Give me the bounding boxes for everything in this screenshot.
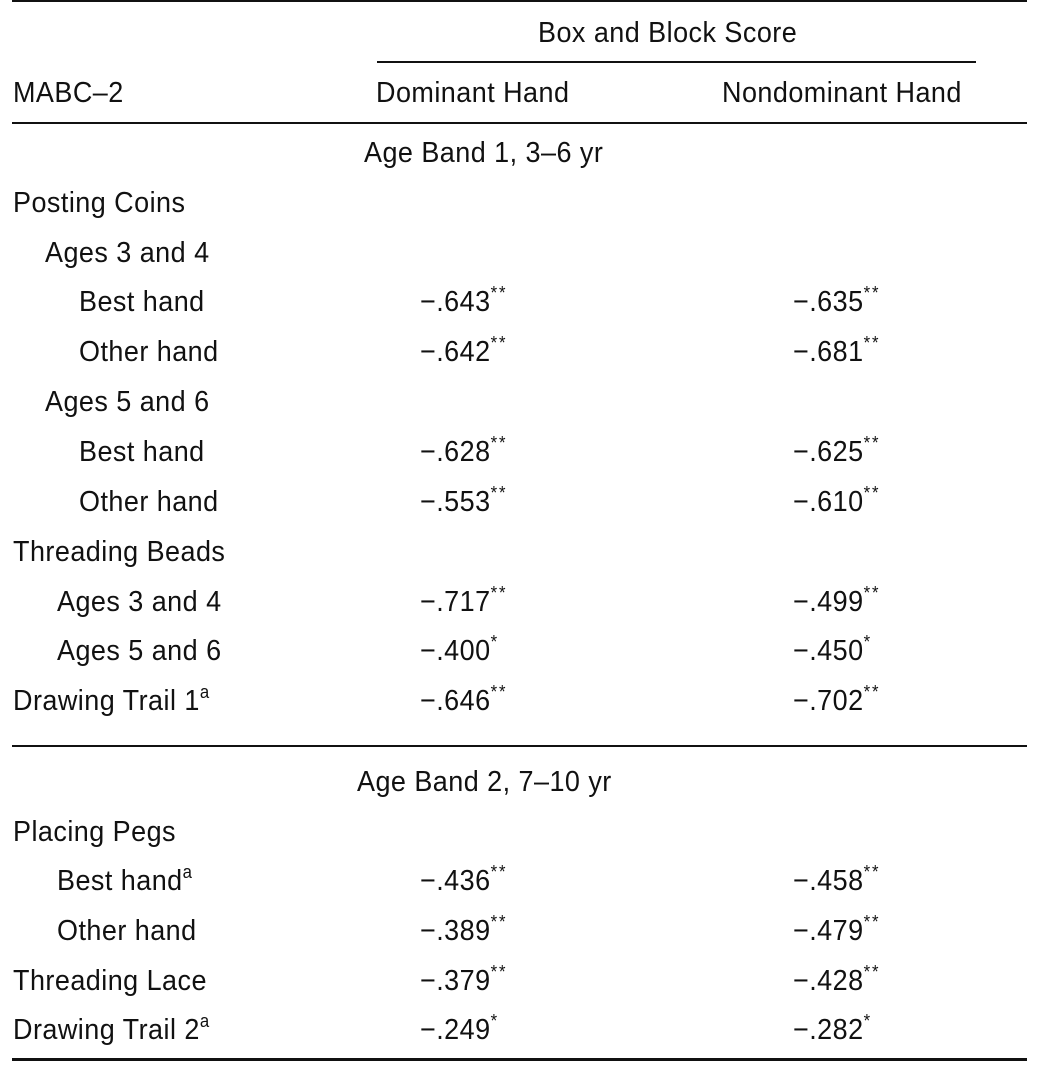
nondominant-value: −.625** — [793, 433, 881, 468]
significance-mark: ** — [863, 862, 881, 882]
row-label: Other hand — [79, 336, 219, 368]
nondominant-value: −.428** — [793, 962, 881, 997]
significance-mark: ** — [863, 583, 881, 603]
dominant-value: −.646** — [420, 682, 508, 717]
significance-mark: ** — [490, 483, 508, 503]
row-label: Best hand — [79, 286, 205, 318]
row-label: Best hand$^a$ — [57, 862, 194, 897]
header-rule — [12, 122, 1027, 124]
group-rule — [377, 61, 976, 63]
row-label-header: MABC–2 — [13, 77, 124, 109]
band1-title: Age Band 1, 3–6 yr — [364, 137, 604, 169]
row-label: Ages 3 and 4 — [57, 586, 222, 618]
row-label: Best hand — [79, 436, 205, 468]
dominant-value: −.389** — [420, 912, 508, 947]
bottom-rule — [12, 1058, 1027, 1061]
nondominant-value: −.282* — [793, 1011, 872, 1046]
significance-mark: * — [490, 632, 499, 652]
dominant-value: −.249* — [420, 1011, 499, 1046]
significance-mark: * — [490, 1011, 499, 1031]
top-rule — [12, 0, 1027, 2]
band2-title: Age Band 2, 7–10 yr — [357, 766, 612, 798]
dominant-hand-header: Dominant Hand — [376, 77, 570, 109]
dominant-value: −.436** — [420, 862, 508, 897]
dominant-value: −.400* — [420, 632, 499, 667]
significance-mark: ** — [863, 682, 881, 702]
group-header: Box and Block Score — [538, 17, 798, 49]
dominant-value: −.717** — [420, 583, 508, 618]
row-label: Threading Beads — [13, 536, 226, 568]
footnote-mark: a — [182, 862, 194, 882]
row-label: Other hand — [57, 915, 197, 947]
nondominant-value: −.479** — [793, 912, 881, 947]
row-label: Posting Coins — [13, 187, 186, 219]
significance-mark: * — [863, 632, 872, 652]
nondominant-value: −.499** — [793, 583, 881, 618]
footnote-mark: a — [199, 1011, 212, 1031]
nondominant-value: −.702** — [793, 682, 881, 717]
nondominant-value: −.458** — [793, 862, 881, 897]
significance-mark: ** — [863, 283, 881, 303]
nondominant-value: −.681** — [793, 333, 881, 368]
dominant-value: −.628** — [420, 433, 508, 468]
band-divider-rule — [12, 745, 1027, 747]
significance-mark: ** — [490, 682, 508, 702]
footnote-mark: a — [199, 682, 212, 702]
nondominant-hand-header: Nondominant Hand — [722, 77, 962, 109]
significance-mark: ** — [863, 433, 881, 453]
row-label: Drawing Trail 2$^a$ — [13, 1011, 212, 1046]
dominant-value: −.553** — [420, 483, 508, 518]
nondominant-value: −.635** — [793, 283, 881, 318]
row-label: Placing Pegs — [13, 816, 177, 848]
significance-mark: ** — [863, 333, 881, 353]
significance-mark: ** — [490, 283, 508, 303]
significance-mark: ** — [863, 912, 881, 932]
significance-mark: * — [863, 1011, 872, 1031]
significance-mark: ** — [490, 862, 508, 882]
row-label: Ages 5 and 6 — [57, 635, 222, 667]
row-label: Ages 5 and 6 — [45, 386, 210, 418]
row-label: Drawing Trail 1$^a$ — [13, 682, 212, 717]
significance-mark: ** — [863, 483, 881, 503]
dominant-value: −.643** — [420, 283, 508, 318]
significance-mark: ** — [863, 962, 881, 982]
significance-mark: ** — [490, 433, 508, 453]
row-label: Ages 3 and 4 — [45, 237, 210, 269]
row-label: Threading Lace — [13, 965, 207, 997]
significance-mark: ** — [490, 333, 508, 353]
significance-mark: ** — [490, 583, 508, 603]
significance-mark: ** — [490, 912, 508, 932]
nondominant-value: −.450* — [793, 632, 872, 667]
row-label: Other hand — [79, 486, 219, 518]
dominant-value: −.642** — [420, 333, 508, 368]
significance-mark: ** — [490, 962, 508, 982]
dominant-value: −.379** — [420, 962, 508, 997]
nondominant-value: −.610** — [793, 483, 881, 518]
